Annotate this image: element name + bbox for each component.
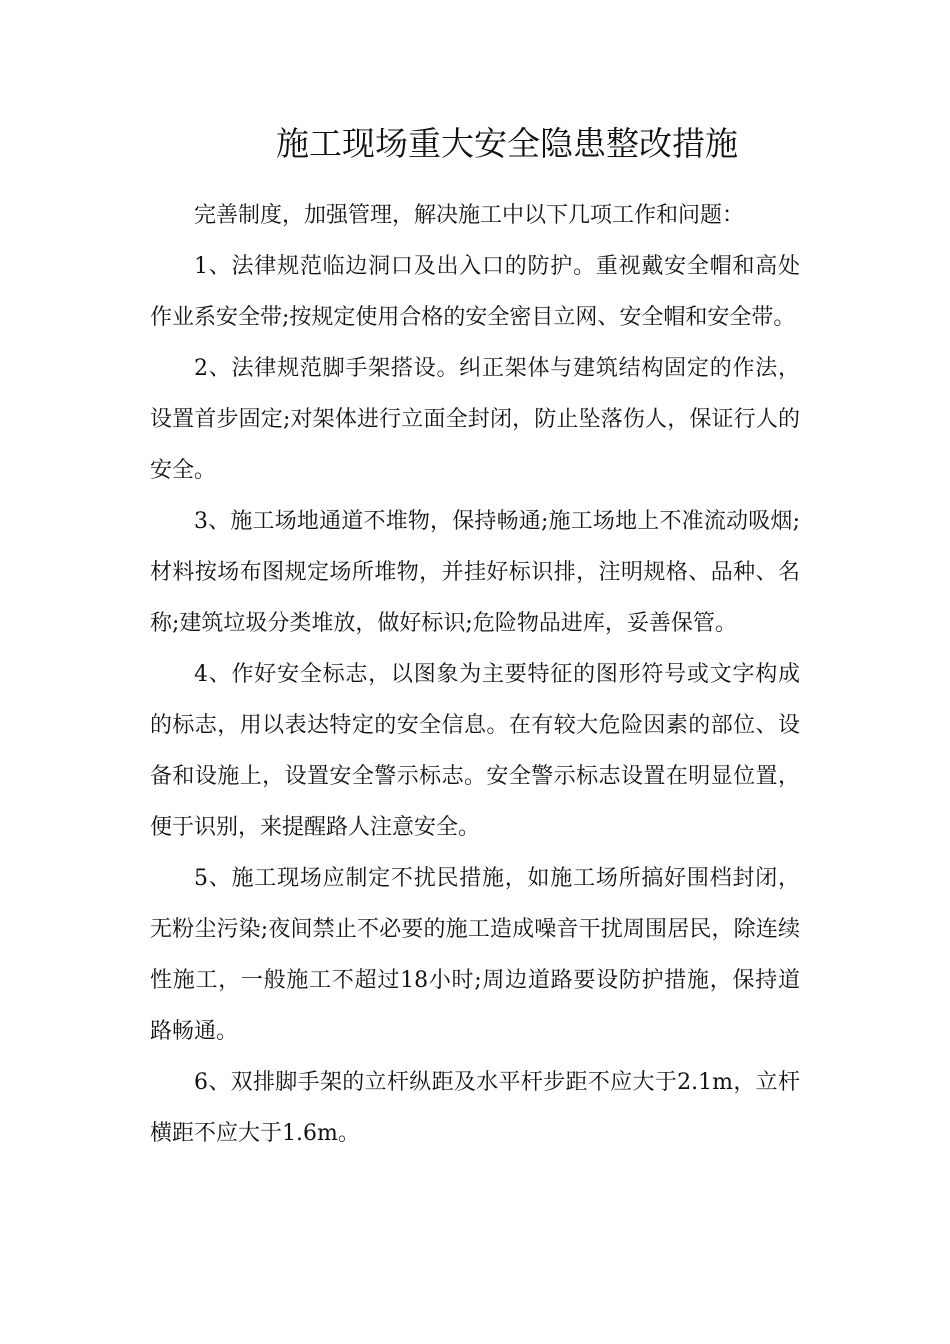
- paragraph-item-5: 5、施工现场应制定不扰民措施，如施工场所搞好围档封闭，无粉尘污染;夜间禁止不必要的施工造成噪音干扰周围居民，除连续性施工，一般施工不超过18小时;周边道路要设防护措施，保持道路畅通。: [150, 866, 800, 1044]
- paragraph-item-3: 3、施工场地通道不堆物，保持畅通;施工场地上不准流动吸烟;材料按场布图规定场所堆物，并挂好标识排，注明规格、品种、名称;建筑垃圾分类堆放，做好标识;危险物品进库，妥善保管。: [150, 509, 800, 636]
- paragraph-item-2: 2、法律规范脚手架搭设。纠正架体与建筑结构固定的作法，设置首步固定;对架体进行立面全封闭，防止坠落伤人，保证行人的安全。: [150, 356, 800, 483]
- paragraph-item-4: 4、作好安全标志，以图象为主要特征的图形符号或文字构成的标志，用以表达特定的安全信息。在有较大危险因素的部位、设备和设施上，设置安全警示标志。安全警示标志设置在明显位置，便于识别，来提醒路人注意安全。: [150, 662, 800, 840]
- paragraph-item-1: 1、法律规范临边洞口及出入口的防护。重视戴安全帽和高处作业系安全带;按规定使用合格的安全密目立网、安全帽和安全带。: [150, 254, 800, 330]
- paragraph-item-6: 6、双排脚手架的立杆纵距及水平杆步距不应大于2.1m，立杆横距不应大于1.6m。: [150, 1070, 800, 1146]
- document-title: 施工现场重大安全隐患整改措施: [276, 124, 738, 163]
- paragraph-intro: 完善制度，加强管理，解决施工中以下几项工作和问题：: [194, 203, 745, 228]
- document-body: [150, 190, 800, 1159]
